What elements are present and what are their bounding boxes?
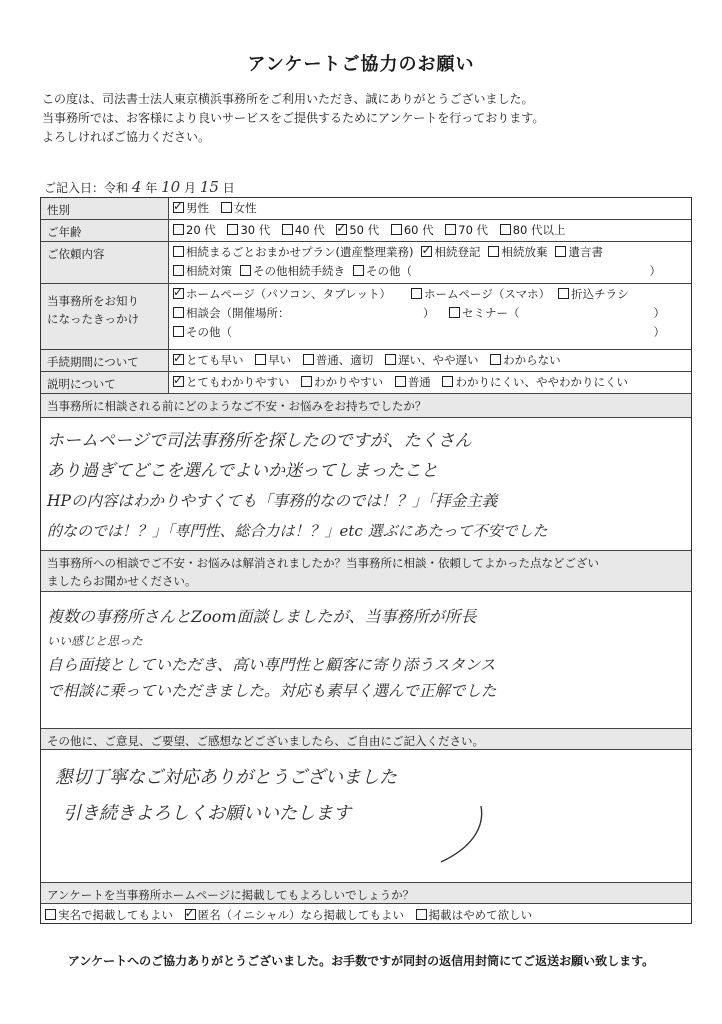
option-label: 実名で掲載してもよい: [58, 908, 173, 922]
checkbox-icon[interactable]: [416, 909, 427, 920]
option-other-procedures[interactable]: [240, 262, 345, 281]
option-label: 折込チラシ: [571, 287, 629, 301]
checkbox-checked-icon[interactable]: [173, 288, 184, 299]
checkbox-checked-icon[interactable]: [185, 909, 196, 920]
checkbox-icon[interactable]: [395, 376, 406, 387]
date-year: 4: [131, 178, 142, 196]
checkbox-icon[interactable]: [173, 246, 184, 257]
publish-options: [45, 905, 687, 925]
date-label: ご記入日：令和: [44, 181, 129, 195]
option-no-publish[interactable]: [416, 906, 533, 925]
option-label: 普通: [407, 375, 431, 389]
checkbox-icon[interactable]: [240, 265, 251, 276]
option-label: 相続放棄: [501, 245, 548, 259]
checkbox-icon[interactable]: [445, 224, 456, 235]
question-publish: アンケートを当事務所ホームページに掲載してもよろしいでしょうか？: [41, 882, 691, 904]
intro-line: よろしければご協力ください。: [42, 130, 211, 144]
answer-other-comments: [55, 760, 685, 832]
checkbox-checked-icon[interactable]: [173, 376, 184, 387]
source-row: [41, 284, 691, 350]
option-label: その他（: [366, 264, 412, 278]
option-anonymous[interactable]: [185, 906, 404, 925]
date-day: 15: [199, 178, 219, 196]
age-label: ご年齢: [41, 220, 169, 241]
option-unknown[interactable]: [490, 351, 561, 370]
checkbox-checked-icon[interactable]: [336, 224, 347, 235]
gender-label: 性別: [41, 198, 169, 219]
handwritten-line: HPの内容はわかりやすくても「事務的なのでは！？」「拝金主義: [47, 492, 498, 510]
option-label: 相続まるごとおまかせプラン(遺産整理業務): [186, 245, 414, 259]
option-label: 掲載はやめて欲しい: [428, 908, 533, 922]
option-age-40[interactable]: [282, 221, 325, 240]
handwritten-line: 引き続きよろしくお願いいたします: [63, 803, 351, 824]
option-label: セミナー（: [462, 306, 520, 320]
option-label: その他相続手続き: [253, 264, 345, 278]
explain-label: 説明について: [41, 372, 169, 393]
option-slow[interactable]: [385, 351, 479, 370]
source-options: [173, 284, 687, 342]
checkbox-icon[interactable]: [385, 354, 396, 365]
handwritten-line: 自ら面接としていただき、高い専門性と顧客に寄り添うスタンス: [47, 656, 496, 674]
paren-close: ）: [423, 306, 435, 320]
period-options: [173, 350, 687, 370]
handwritten-line: 複数の事務所さんとZoom面談しましたが、当事務所が所長: [47, 607, 477, 626]
option-flyer[interactable]: [558, 285, 629, 304]
option-female[interactable]: [221, 199, 257, 218]
checkbox-icon[interactable]: [282, 224, 293, 235]
intro-text: [42, 90, 544, 147]
checkbox-icon[interactable]: [558, 288, 569, 299]
checkbox-icon[interactable]: [500, 224, 511, 235]
checkbox-icon[interactable]: [490, 354, 501, 365]
option-unclear[interactable]: [442, 373, 628, 392]
checkbox-icon[interactable]: [411, 288, 422, 299]
entry-date: [44, 178, 235, 196]
option-real-name[interactable]: [45, 906, 173, 925]
checkbox-icon[interactable]: [173, 326, 184, 337]
option-age-20[interactable]: [173, 221, 216, 240]
option-label: わかりにくい、ややわかりにくい: [455, 375, 628, 389]
date-day-unit: 日: [222, 181, 235, 195]
paren-close: ）: [649, 264, 661, 278]
checkbox-checked-icon[interactable]: [173, 354, 184, 365]
option-seminar[interactable]: [449, 304, 520, 323]
age-row: [41, 220, 691, 242]
gender-options: [173, 198, 687, 218]
checkbox-icon[interactable]: [303, 354, 314, 365]
intro-line: 当事務所では、お客様により良いサービスをご提供するためにアンケートを行っております。: [42, 111, 545, 125]
checkbox-icon[interactable]: [173, 265, 184, 276]
option-label: 女性: [233, 201, 257, 215]
checkbox-icon[interactable]: [555, 246, 566, 257]
question-line: 当事務所への相談でご不安・お悩みは解消されましたか？当事務所に相談・依頼してよかった点などござい: [47, 556, 599, 570]
option-homepage-pc[interactable]: [173, 285, 391, 304]
option-label: その他（: [186, 325, 232, 339]
option-inheritance-planning[interactable]: [173, 262, 232, 281]
question-after-consultation: [41, 550, 691, 592]
date-month-unit: 月: [183, 181, 196, 195]
checkbox-icon[interactable]: [221, 202, 232, 213]
period-row: [41, 350, 691, 372]
option-male[interactable]: [173, 199, 209, 218]
option-label: ホームページ（パソコン、タブレット）: [186, 287, 392, 301]
option-label: 匿名（イニシャル）なら掲載してもよい: [197, 908, 404, 922]
paren-close: ）: [653, 306, 665, 320]
survey-form: [40, 197, 692, 924]
option-label: 早い: [268, 353, 292, 367]
option-label: 遅い、やや遅い: [397, 353, 479, 367]
date-year-unit: 年: [145, 181, 158, 195]
option-label: 30 代: [240, 223, 271, 237]
handwritten-line: 的なのでは！？」「専門性、総合力は！？」etc 選ぶにあたって不安でした: [47, 522, 548, 540]
option-very-fast[interactable]: [173, 351, 244, 370]
option-average[interactable]: [395, 373, 431, 392]
source-label: [41, 284, 169, 349]
page-title: アンケートご協力のお願い: [247, 54, 475, 75]
option-inheritance-registration[interactable]: [421, 243, 480, 262]
option-label: 60 代: [403, 223, 434, 237]
option-label: とても早い: [186, 353, 244, 367]
option-label: 普通、適切: [315, 353, 374, 367]
gender-row: [41, 198, 691, 220]
checkbox-checked-icon[interactable]: [421, 246, 432, 257]
checkbox-icon[interactable]: [353, 265, 364, 276]
option-age-60[interactable]: [391, 221, 434, 240]
checkbox-icon[interactable]: [442, 376, 453, 387]
option-label: 20 代: [186, 223, 216, 237]
option-label: わかりやすい: [314, 375, 384, 389]
handwritten-line: 懇切丁寧なご対応ありがとうございました: [55, 767, 397, 788]
option-source-other[interactable]: [173, 323, 232, 342]
checkbox-icon[interactable]: [449, 307, 460, 318]
option-omakase-plan[interactable]: [173, 243, 413, 262]
handwritten-line: ホームページで司法事務所を探したのですが、たくさん: [47, 431, 472, 451]
option-homepage-phone[interactable]: [411, 285, 550, 304]
question-line: ましたらお聞かせください。: [47, 574, 197, 588]
option-label: ホームページ（スマホ）: [424, 287, 551, 301]
answer-after-consultation: [47, 604, 685, 704]
request-row: [41, 242, 691, 284]
checkbox-icon[interactable]: [227, 224, 238, 235]
option-label: 50 代: [349, 223, 380, 237]
option-normal[interactable]: [303, 351, 374, 370]
checkbox-icon[interactable]: [45, 909, 56, 920]
checkbox-icon[interactable]: [488, 246, 499, 257]
option-fast[interactable]: [255, 351, 291, 370]
question-before-consultation: 当事務所に相談される前にどのようなご不安・お悩みをお持ちでしたか？: [41, 394, 691, 418]
option-label: 70 代: [458, 223, 489, 237]
option-very-clear[interactable]: [173, 373, 290, 392]
checkbox-icon[interactable]: [173, 224, 184, 235]
question-other-comments: その他に、ご意見、ご要望、ご感想などございましたら、ご自由にご記入ください。: [41, 728, 691, 750]
intro-line: この度は、司法書士法人東京横浜事務所をご利用いただき、誠にありがとうございました。: [42, 92, 534, 106]
option-clear[interactable]: [301, 373, 383, 392]
option-consultation[interactable]: [173, 304, 290, 323]
option-age-30[interactable]: [227, 221, 270, 240]
option-label: 80 代以上: [512, 223, 566, 237]
explain-options: [173, 372, 687, 392]
checkbox-icon[interactable]: [391, 224, 402, 235]
option-age-70[interactable]: [445, 221, 488, 240]
option-label: 男性: [186, 201, 209, 215]
option-label: 相続登記: [434, 245, 481, 259]
request-options: [173, 242, 687, 281]
date-month: 10: [161, 178, 181, 196]
footer-thanks: アンケートへのご協力ありがとうございました。お手数ですが同封の返信用封筒にてご返送お願い致します。: [67, 954, 655, 968]
option-label: 遺言書: [568, 245, 603, 259]
option-label: 相談会（開催場所：: [186, 306, 290, 320]
checkbox-icon[interactable]: [173, 307, 184, 318]
option-age-50[interactable]: [336, 221, 379, 240]
option-renunciation[interactable]: [488, 243, 547, 262]
handwritten-line: いい感じと思った: [47, 634, 144, 648]
answer-before-consultation: [47, 426, 685, 546]
option-label: わからない: [503, 353, 561, 367]
option-will[interactable]: [555, 243, 603, 262]
checkbox-icon[interactable]: [301, 376, 312, 387]
handwritten-stroke: [421, 798, 511, 868]
handwritten-line: で相談に乗っていただきました。対応も素早く選んで正解でした: [47, 682, 497, 700]
request-label: ご依頼内容: [41, 242, 169, 283]
paren-close: ）: [653, 325, 665, 339]
explain-row: [41, 372, 691, 394]
source-label-line: になったきっかけ: [47, 312, 139, 326]
checkbox-checked-icon[interactable]: [173, 202, 184, 213]
source-label-line: 当事務所をお知り: [47, 294, 139, 308]
checkbox-icon[interactable]: [255, 354, 266, 365]
option-other[interactable]: [353, 262, 412, 281]
option-label: 相続対策: [186, 264, 232, 278]
period-label: 手続期間について: [41, 350, 169, 371]
option-age-80[interactable]: [500, 221, 566, 240]
option-label: とてもわかりやすい: [186, 375, 290, 389]
option-label: 40 代: [294, 223, 325, 237]
age-options: [173, 220, 687, 240]
handwritten-line: あり過ぎてどこを選んでよいか迷ってしまったこと: [47, 461, 438, 481]
